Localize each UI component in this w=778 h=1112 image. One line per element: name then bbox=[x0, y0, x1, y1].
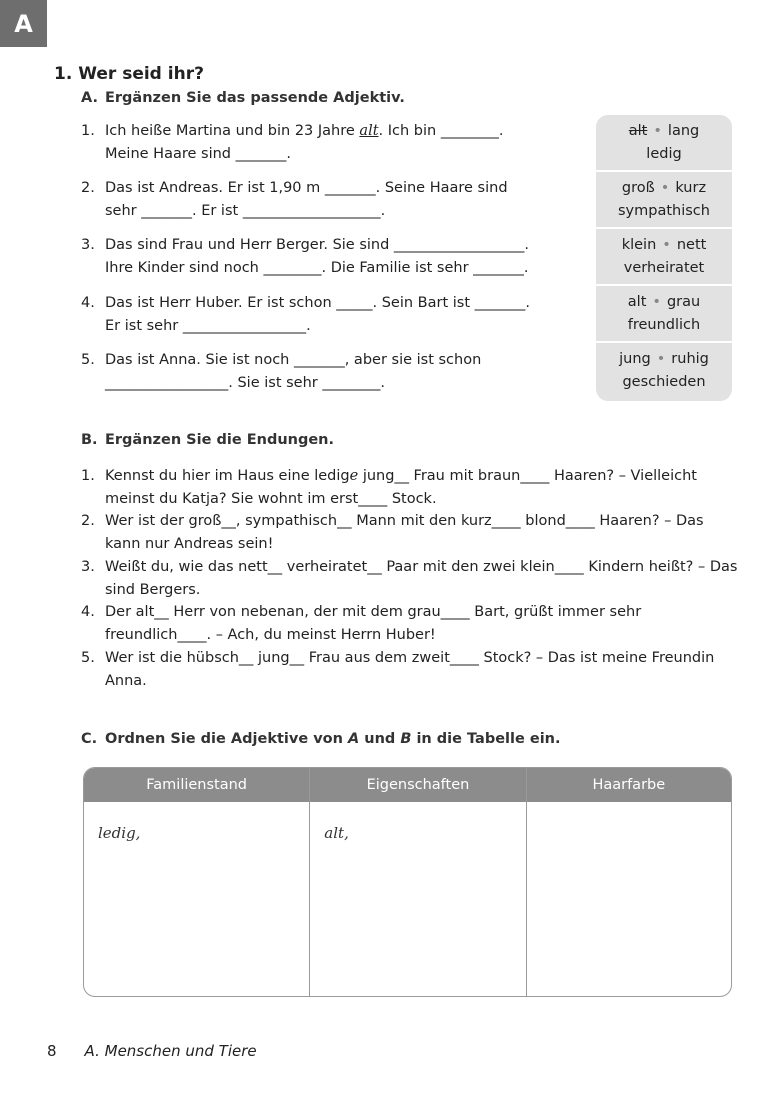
word-box-group: jung • ruhig geschieden bbox=[619, 350, 709, 390]
item-line: _________________. Sie ist sehr ________. bbox=[105, 375, 385, 391]
part-a-item-3 bbox=[81, 234, 581, 280]
column-header-eigenschaften: Eigenschaften bbox=[310, 768, 526, 802]
part-a-heading bbox=[81, 90, 405, 106]
item-text: Kennst du hier im Haus eine ledige jung__ Frau mit braun____ Haaren? – Vielleicht meinst du Katja? Sie wohnt im erst____ Stock. bbox=[105, 468, 697, 507]
table-cell-familienstand[interactable] bbox=[84, 802, 310, 996]
item-line: Meine Haare sind _______. bbox=[105, 146, 291, 162]
item-text: Der alt__ Herr von nebenan, der mit dem grau____ Bart, grüßt immer sehr freundlich____. – Ach, du meinst Herrn Huber! bbox=[105, 604, 642, 643]
part-a-letter: A. bbox=[81, 90, 98, 106]
item-line: Das ist Herr Huber. Er ist schon _____. Sein Bart ist _______. bbox=[105, 295, 531, 311]
word-box-group: klein • nett verheiratet bbox=[596, 229, 732, 286]
item-text: Wer ist die hübsch__ jung__ Frau aus dem zweit____ Stock? – Das ist meine Freundin Anna. bbox=[105, 650, 715, 689]
bullet-icon: • bbox=[662, 236, 671, 253]
part-b-item-1 bbox=[81, 465, 741, 510]
column-header-haarfarbe: Haarfarbe bbox=[592, 777, 666, 793]
table-cell-eigenschaften[interactable] bbox=[310, 802, 526, 996]
word-box-group: groß • kurz sympathisch bbox=[596, 172, 732, 229]
exercise-title: Wer seid ihr? bbox=[78, 64, 204, 84]
bullet-icon: • bbox=[653, 122, 662, 139]
item-number: 1. bbox=[81, 123, 95, 139]
handwritten-entry: alt, bbox=[324, 824, 349, 842]
handwritten-answer: alt bbox=[359, 123, 379, 139]
page-number: 8 bbox=[47, 1042, 57, 1060]
sorting-table bbox=[83, 767, 732, 997]
item-number: 2. bbox=[81, 180, 95, 196]
table-header bbox=[84, 768, 731, 802]
part-a-title: Ergänzen Sie das passende Adjektiv. bbox=[105, 90, 405, 106]
item-line: Ihre Kinder sind noch ________. Die Familie ist sehr _______. bbox=[105, 260, 529, 276]
item-number: 4. bbox=[81, 295, 95, 311]
word-box-group: alt • lang ledig bbox=[596, 115, 732, 172]
item-line: Das ist Anna. Sie ist noch _______, aber sie ist schon bbox=[105, 352, 482, 368]
item-number: 1. bbox=[81, 468, 95, 484]
bullet-icon: • bbox=[656, 350, 666, 367]
item-text: Weißt du, wie das nett__ verheiratet__ Paar mit den zwei klein____ Kindern heißt? – Das sind Bergers. bbox=[105, 559, 738, 598]
item-text: Wer ist der groß__, sympathisch__ Mann mit den kurz____ blond____ Haaren? – Das kann nur Andreas sein! bbox=[105, 513, 704, 552]
page-footer bbox=[47, 1042, 257, 1060]
item-line: Das sind Frau und Herr Berger. Sie sind __________________. bbox=[105, 237, 530, 253]
bullet-icon: • bbox=[652, 293, 661, 310]
part-b-item-5 bbox=[81, 647, 741, 692]
part-a-item-2 bbox=[81, 177, 581, 223]
part-c-heading bbox=[81, 731, 561, 747]
table-body bbox=[84, 802, 731, 996]
item-line: Ich heiße Martina und bin 23 Jahre alt. Ich bin ________. bbox=[105, 123, 504, 139]
crossed-word: alt bbox=[628, 122, 648, 139]
word-box-group: alt • grau freundlich bbox=[596, 286, 732, 343]
part-b-item-4 bbox=[81, 601, 741, 646]
item-line: Er ist sehr _________________. bbox=[105, 318, 311, 334]
item-number: 3. bbox=[81, 559, 95, 575]
item-line: Das ist Andreas. Er ist 1,90 m _______. Seine Haare sind bbox=[105, 180, 508, 196]
part-b-title: Ergänzen Sie die Endungen. bbox=[105, 432, 335, 448]
handwritten-answer: e bbox=[349, 468, 359, 484]
part-a-item-5 bbox=[81, 349, 581, 395]
part-b-heading bbox=[81, 432, 334, 448]
item-number: 2. bbox=[81, 513, 95, 529]
part-c-letter: C. bbox=[81, 731, 98, 747]
column-header-familienstand: Familienstand bbox=[84, 768, 310, 802]
footer-title: A. Menschen und Tiere bbox=[84, 1042, 257, 1060]
item-number: 3. bbox=[81, 237, 95, 253]
part-c-title: Ordnen Sie die Adjektive von A und B in die Tabelle ein. bbox=[105, 731, 561, 747]
item-line: sehr _______. Er ist ___________________. bbox=[105, 203, 386, 219]
exercise-heading bbox=[54, 64, 204, 84]
bullet-icon: • bbox=[660, 179, 670, 196]
item-number: 4. bbox=[81, 604, 95, 620]
handwritten-entry: ledig, bbox=[98, 824, 141, 842]
part-a-item-4 bbox=[81, 292, 581, 338]
part-b-item-2 bbox=[81, 510, 741, 555]
section-tab: A bbox=[0, 0, 47, 47]
part-b-item-3 bbox=[81, 556, 741, 601]
word-box bbox=[596, 115, 732, 401]
exercise-number: 1. bbox=[54, 64, 73, 84]
part-a-item-1 bbox=[81, 120, 581, 166]
part-b-letter: B. bbox=[81, 432, 98, 448]
item-number: 5. bbox=[81, 352, 95, 368]
item-number: 5. bbox=[81, 650, 95, 666]
table-cell-haarfarbe[interactable] bbox=[527, 802, 731, 996]
